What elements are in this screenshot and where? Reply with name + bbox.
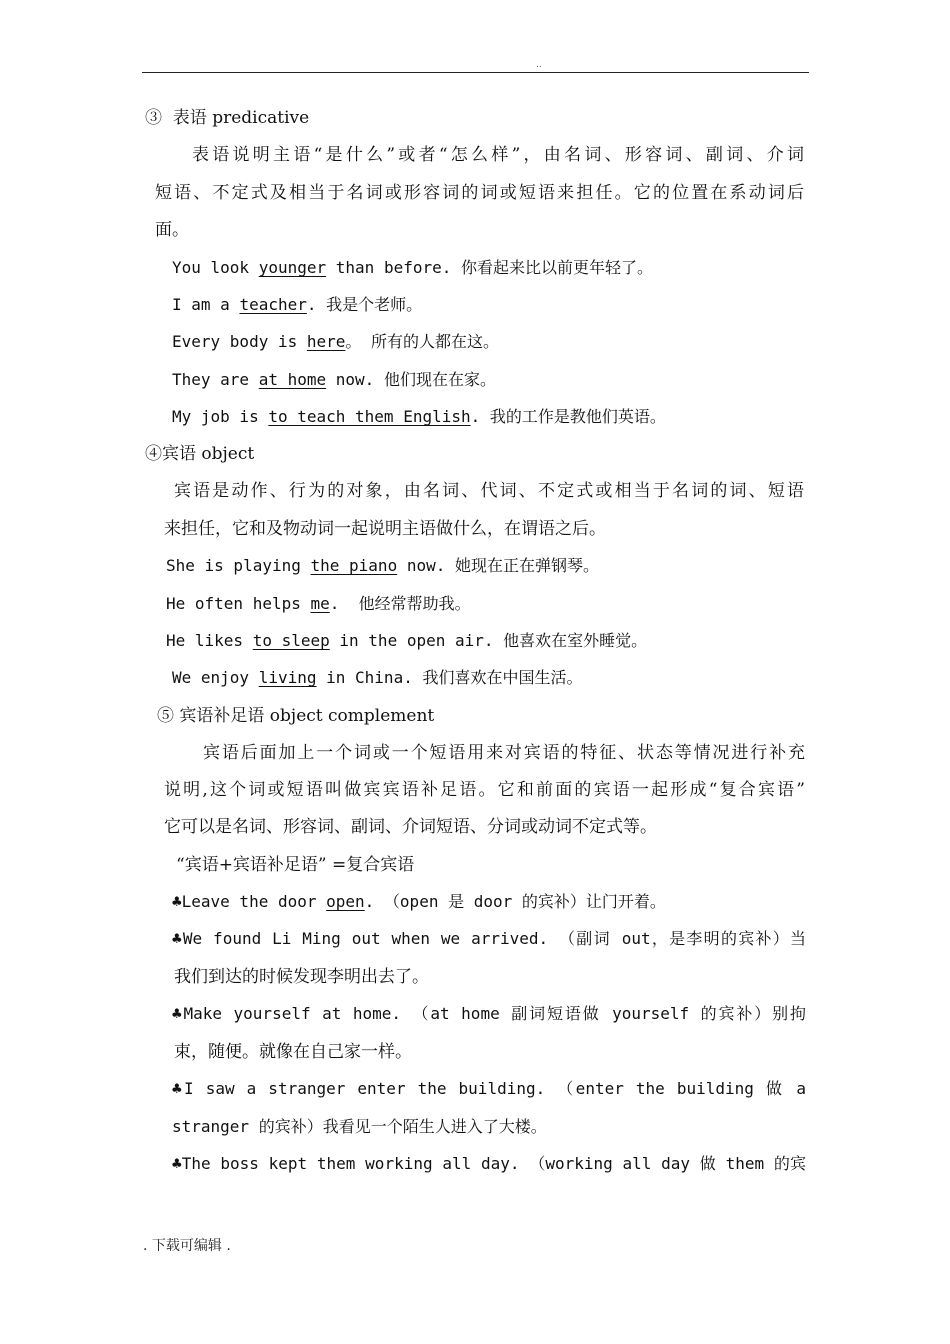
- example-sentence: I am a teacher. 我是个老师。: [172, 295, 423, 314]
- section-3-para-line-3: 面。: [155, 220, 189, 240]
- underlined-predicative: to teach them English: [268, 407, 471, 426]
- section-4-para-line-1: 宾语是动作、行为的对象，由名词、代词、不定式或相当于名词的词、短语: [174, 481, 804, 501]
- example-translation: 我们到达的时候发现李明出去了。: [174, 967, 429, 987]
- underlined-complement: open: [326, 892, 365, 911]
- underlined-predicative: teacher: [239, 295, 307, 314]
- example-translation: 束，随便。就像在自己家一样。: [174, 1042, 412, 1062]
- example-sentence: He likes to sleep in the open air. 他喜欢在室外睡觉。: [166, 631, 648, 650]
- example-translation: stranger 的宾补）我看见一个陌生人进入了大楼。: [172, 1117, 547, 1136]
- header-mark: ..: [536, 60, 542, 70]
- section-5-para-line-2: 说明,这个词或短语叫做宾宾语补足语。它和前面的宾语一起形成“复合宾语”: [164, 780, 805, 800]
- underlined-predicative: here: [306, 332, 346, 351]
- section-3-para-line-1: 表语说明主语“是什么”或者“怎么样”，由名词、形容词、副词、介词: [192, 145, 804, 165]
- section-3-para-line-2: 短语、不定式及相当于名词或形容词的词或短语来担任。它的位置在系动词后: [155, 183, 804, 203]
- footer-note: . 下载可编辑 .: [143, 1238, 231, 1254]
- underlined-object: living: [258, 668, 317, 687]
- complex-object-formula: “宾语+宾语补足语” =复合宾语: [176, 855, 415, 875]
- section-5-para-line-3: 它可以是名词、形容词、副词、介词短语、分词或动词不定式等。: [164, 817, 657, 837]
- example-sentence: ♣I saw a stranger enter the building. （enter the building 做 a: [172, 1079, 806, 1098]
- section-4-para-line-2: 来担任，它和及物动词一起说明主语做什么，在谓语之后。: [164, 519, 606, 539]
- section-5-para-line-1: 宾语后面加上一个词或一个短语用来对宾语的特征、状态等情况进行补充: [203, 743, 805, 763]
- example-sentence: She is playing the piano now. 她现在正在弹钢琴。: [166, 556, 600, 575]
- example-sentence: ♣Make yourself at home. （at home 副词短语做 yourself 的宾补）别拘: [172, 1004, 806, 1023]
- example-sentence: Every body is here。 所有的人都在这。: [172, 332, 500, 351]
- example-sentence: You look younger than before. 你看起来比以前更年轻了。: [172, 258, 654, 277]
- example-sentence: He often helps me. 他经常帮助我。: [166, 594, 471, 613]
- example-sentence: We enjoy living in China. 我们喜欢在中国生活。: [172, 668, 583, 687]
- example-sentence: ♣Leave the door open. （open 是 door 的宾补）让门开着。: [172, 892, 666, 911]
- example-sentence: They are at home now. 他们现在在家。: [172, 370, 496, 389]
- underlined-predicative: younger: [258, 258, 327, 277]
- underlined-object: to sleep: [252, 631, 330, 650]
- underlined-predicative: at home: [258, 370, 327, 389]
- underlined-object: me: [310, 594, 330, 613]
- example-sentence: My job is to teach them English. 我的工作是教他们英语。: [172, 407, 666, 426]
- underlined-object: the piano: [310, 556, 398, 575]
- header-rule: [142, 72, 809, 73]
- example-sentence: ♣We found Li Ming out when we arrived. （副词 out，是李明的宾补）当: [172, 929, 806, 948]
- section-3-title: ③ 表语 predicative: [145, 108, 310, 128]
- section-5-title: ⑤ 宾语补足语 object complement: [157, 706, 435, 726]
- section-4-title: ④宾语 object: [145, 444, 255, 464]
- example-sentence: ♣The boss kept them working all day. （working all day 做 them 的宾: [172, 1154, 806, 1173]
